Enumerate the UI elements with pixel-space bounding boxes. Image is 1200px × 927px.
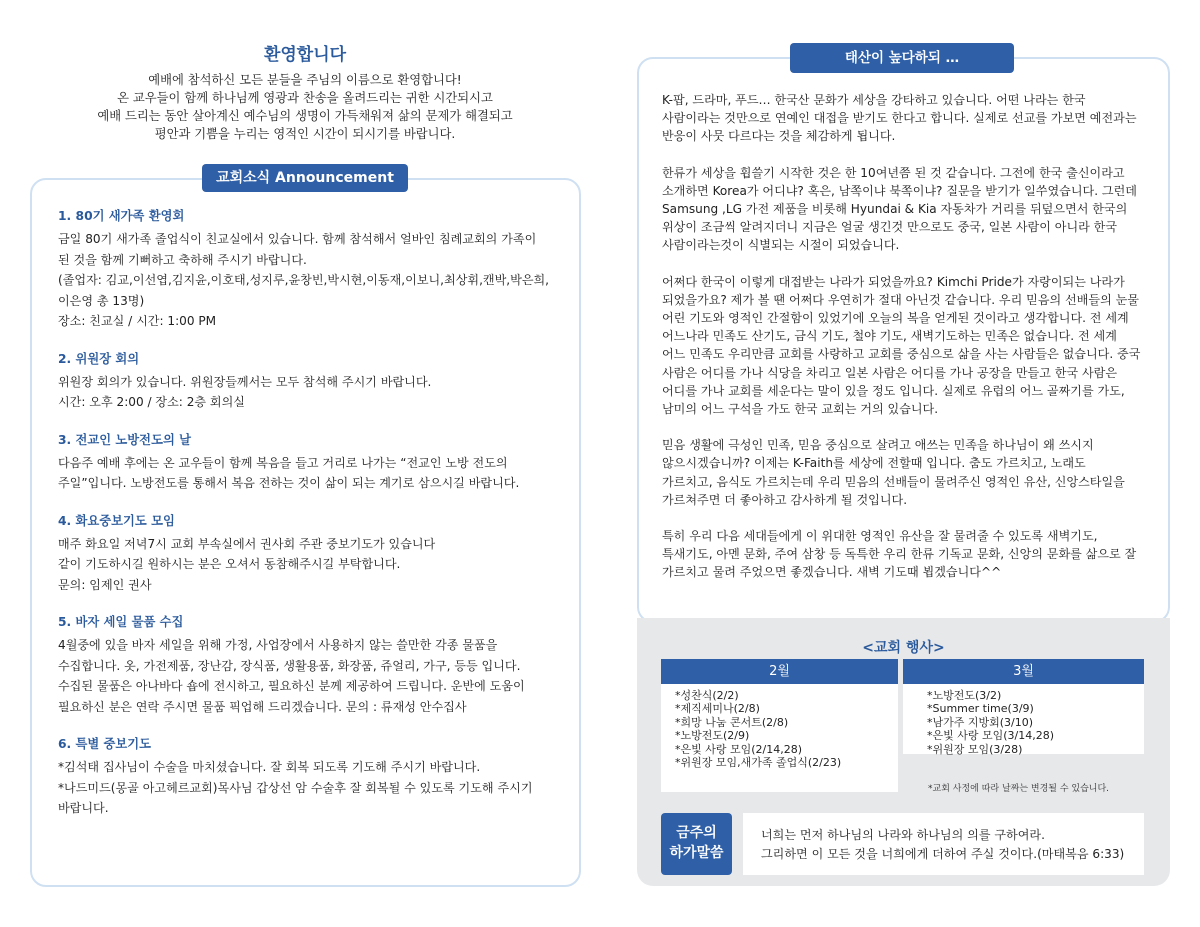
column-line: 않으시겠습니까? 이제는 K-Faith를 세상에 전할때 입니다. 춤도 가르치고, 노래도: [662, 456, 1086, 471]
announcement-title: 교회소식 Announcement: [202, 164, 408, 192]
announcement-heading: 6. 특별 중보기도: [58, 737, 152, 751]
announcement-line: (졸업자: 김교,이선엽,김지윤,이호태,성지루,윤창빈,박시현,이동재,이보니,최상휘,캔박,박은희,: [58, 273, 550, 287]
event-item: *제직세미나(2/8): [675, 702, 760, 716]
column-line: 가르쳐주면 더 좋아하고 감사하게 될 것입니다.: [662, 492, 908, 507]
announcement-line: 위원장 회의가 있습니다. 위원장들께서는 모두 참석해 주시기 바랍니다.: [58, 374, 432, 389]
announcement-item: [58, 511, 558, 596]
column-line: 소개하면 Korea가 어디냐? 혹은, 남쪽이냐 북쪽이냐? 질문을 받기가 일쑤였습니다. 그런데: [662, 183, 1137, 198]
column-paragraph: [662, 527, 1154, 582]
column-line: 반응이 사뭇 다르다는 것을 체감하게 됩니다.: [662, 129, 896, 144]
verse-box: [743, 813, 1144, 875]
event-item: *은빛 사랑 모임(3/14,28): [927, 729, 1055, 743]
event-item: *은빛 사랑 모임(2/14,28): [675, 742, 803, 756]
event-item: *희망 나눔 콘서트(2/8): [675, 715, 789, 729]
announcement-line: 주일”입니다. 노방전도를 통해서 복음 전하는 것이 삶이 되는 계기로 삼으시길 바랍니다.: [58, 476, 520, 490]
welcome-line: 예배 드리는 동안 살아계신 예수님의 생명이 가득채워져 삶의 문제가 해결되고: [97, 109, 513, 123]
announcement-item: [58, 206, 558, 332]
announcement-line: 장소: 친교실 / 시간: 1:00 PM: [58, 314, 217, 328]
announcement-heading: 4. 화요중보기도 모임: [58, 513, 175, 528]
welcome-line: 온 교우들이 함께 하나님께 영광과 찬송을 올려드리는 귀한 시간되시고: [117, 91, 493, 105]
announcement-item: [58, 430, 558, 494]
announcement-line: 수집된 물품은 아나바다 숍에 전시하고, 필요하신 분께 제공하여 드립니다. 운반에 도움이: [58, 679, 525, 693]
column-paragraph: [662, 91, 1154, 146]
announcement-list: [58, 206, 558, 836]
column-line: 특새기도, 아멘 문화, 주여 삼창 등 독특한 우리 한류 기독교 문화, 신앙의 문화를 삶으로 잘: [662, 547, 1137, 562]
column-line: 사람이라는 것만으로 연예인 대접을 받기도 한다고 합니다. 실제로 선교를 가보면 예전과는: [662, 111, 1137, 126]
announcement-line: *김석태 집사님이 수술을 마치셨습니다. 잘 회복 되도록 기도해 주시기 바랍니다.: [58, 760, 481, 774]
announcement-line: 이은영 총 13명): [58, 293, 145, 308]
verse-label-line: 하가말씀: [669, 845, 724, 861]
announcement-item: [58, 612, 558, 717]
announcement-line: 문의: 임제인 권사: [58, 577, 152, 592]
events-title: <교회 행사>: [862, 640, 945, 656]
column-line: 믿음 생활에 극성인 민족, 믿음 중심으로 살려고 애쓰는 민족을 하나님이 왜 쓰시지: [662, 438, 1094, 453]
announcement-item: [58, 734, 558, 819]
column-line: 어린 기도와 영적인 간절함이 있었기에 오늘의 복을 얻게된 것이라고 생각합니다. 전 세계: [662, 311, 1129, 326]
event-item: *Summer time(3/9): [927, 702, 1034, 716]
column-line: 한류가 세상을 휩쓸기 시작한 것은 한 10여년쯤 된 것 같습니다. 그전에 한국 출신이라고: [662, 165, 1125, 180]
announcement-line: *나드미드(몽골 아고헤르교회)목사님 갑상선 암 수술후 잘 회복될 수 있도록 기도해 주시기: [58, 780, 533, 795]
month-header-feb: 2월: [661, 659, 898, 684]
month-events-feb: [661, 684, 898, 792]
announcement-line: 매주 화요일 저녁7시 교회 부속실에서 권사회 주관 중보기도가 있습니다: [58, 536, 436, 551]
announcement-line: 시간: 오후 2:00 / 장소: 2층 회의실: [58, 395, 245, 409]
column-line: 가르치고 물려 주었으면 좋겠습니다. 새벽 기도때 뵙겠습니다^^: [662, 565, 1002, 580]
column-line: 사람은 어디를 가나 식당을 차리고 일본 사람은 어디를 가나 공장을 만들고 한국 사람은: [662, 365, 1118, 380]
column-line: 남미의 어느 구석을 가도 한국 교회는 거의 있습니다.: [662, 402, 939, 417]
column-paragraph: [662, 436, 1154, 509]
event-item: *노방전도(2/9): [675, 729, 750, 743]
announcement-heading: 5. 바자 세일 물품 수집: [58, 615, 184, 629]
column-paragraph: [662, 164, 1154, 255]
announcement-line: 바랍니다.: [58, 801, 109, 815]
announcement-heading: 2. 위원장 회의: [58, 351, 140, 366]
column-line: 어디를 가나 교회를 세운다는 말이 있을 정도 입니다. 실제로 유럽의 어느 골짜기를 가도,: [662, 383, 1125, 398]
column-line: 위상이 조금씩 알려지더니 지금은 얼굴 생긴것 만으로도 중국, 일본 사람이 아니라 한국: [662, 220, 1118, 235]
announcement-line: 된 것을 함께 기뻐하고 축하해 주시기 바랍니다.: [58, 252, 307, 267]
welcome-section: [30, 40, 580, 143]
column-line: 어쩌다 한국이 이렇게 대접받는 나라가 되었을까요? Kimchi Pride가 자랑이되는 나라가: [662, 274, 1125, 289]
schedule-note: *교회 사정에 따라 날짜는 변경될 수 있습니다.: [928, 784, 1110, 794]
verse-label-line: 금주의: [676, 825, 717, 841]
event-item: *남가주 지방회(3/10): [927, 715, 1034, 729]
column-line: 어느 민족도 우리만큼 교회를 사랑하고 교회를 중심으로 삶을 사는 사람들은 없습니다. 중국: [662, 347, 1141, 362]
column-line: Samsung ,LG 가전 제품을 비롯해 Hyundai & Kia 자동차가 거리를 뒤덮으면서 한국의: [662, 202, 1128, 217]
verse-line: 너희는 먼저 하나님의 나라와 하나님의 의를 구하여라.: [761, 828, 1045, 842]
announcement-line: 금일 80기 새가족 졸업식이 친교실에서 있습니다. 함께 참석해서 얼바인 침례교회의 가족이: [58, 232, 537, 246]
column-line: 어느나라 민족도 산기도, 금식 기도, 철야 기도, 새벽기도하는 민족은 없습니다. 전 세계: [662, 329, 1117, 344]
announcement-line: 수집합니다. 옷, 가전제품, 장난감, 장식품, 생활용품, 화장품, 쥬얼리, 가구, 등등 입니다.: [58, 658, 521, 673]
announcement-item: [58, 349, 558, 413]
column-title: 태산이 높다하되 …: [790, 43, 1014, 73]
column-body: [662, 91, 1154, 600]
month-events-mar: [903, 684, 1144, 754]
announcement-heading: 3. 전교인 노방전도의 날: [58, 432, 191, 447]
announcement-line: 4월중에 있을 바자 세일을 위해 가정, 사업장에서 사용하지 않는 쓸만한 각종 물품을: [58, 638, 498, 652]
verse-line: 그리하면 이 모든 것을 너희에게 더하여 주실 것이다.(마태복음 6:33): [761, 846, 1125, 861]
announcement-line: 같이 기도하시길 원하시는 분은 오셔서 동참해주시길 부탁합니다.: [58, 557, 401, 571]
announcement-line: 필요하신 분은 연락 주시면 물품 픽업해 드리겠습니다. 문의 : 류재성 안수집사: [58, 699, 467, 714]
column-line: 사람이라는것이 식별되는 시절이 되었습니다.: [662, 238, 900, 253]
column-line: K-팝, 드라마, 푸드… 한국산 문화가 세상을 강타하고 있습니다. 어떤 나라는 한국: [662, 93, 1086, 107]
event-item: *노방전도(3/2): [927, 689, 1002, 702]
column-line: 가르치고, 음식도 가르치는데 우리 믿음의 선배들이 물려주신 영적인 유산, 신앙스타일을: [662, 474, 1125, 489]
welcome-title: 환영합니다: [263, 45, 347, 65]
column-line: 되었을가요? 제가 볼 땐 어쩌다 우연히가 절대 아닌것 같습니다. 우리 믿음의 선배들의 눈물: [662, 292, 1139, 307]
announcement-line: 다음주 예배 후에는 온 교우들이 함께 복음을 들고 거리로 나가는 “전교인 노방 전도의: [58, 455, 508, 470]
welcome-line: 평안과 기쁨을 누리는 영적인 시간이 되시기를 바랍니다.: [154, 127, 456, 141]
column-paragraph: [662, 273, 1154, 419]
event-item: *위원장 모임(3/28): [927, 742, 1023, 756]
event-item: *위원장 모임,새가족 졸업식(2/23): [675, 756, 842, 770]
verse-label: [661, 813, 732, 875]
month-header-mar: 3월: [903, 659, 1144, 684]
column-line: 특히 우리 다음 세대들에게 이 위대한 영적인 유산을 잘 물려줄 수 있도록 새벽기도,: [662, 529, 1098, 544]
welcome-line: 예배에 참석하신 모든 분들을 주님의 이름으로 환영합니다!: [148, 73, 462, 87]
event-item: *성찬식(2/2): [675, 689, 739, 702]
announcement-heading: 1. 80기 새가족 환영회: [58, 209, 185, 223]
